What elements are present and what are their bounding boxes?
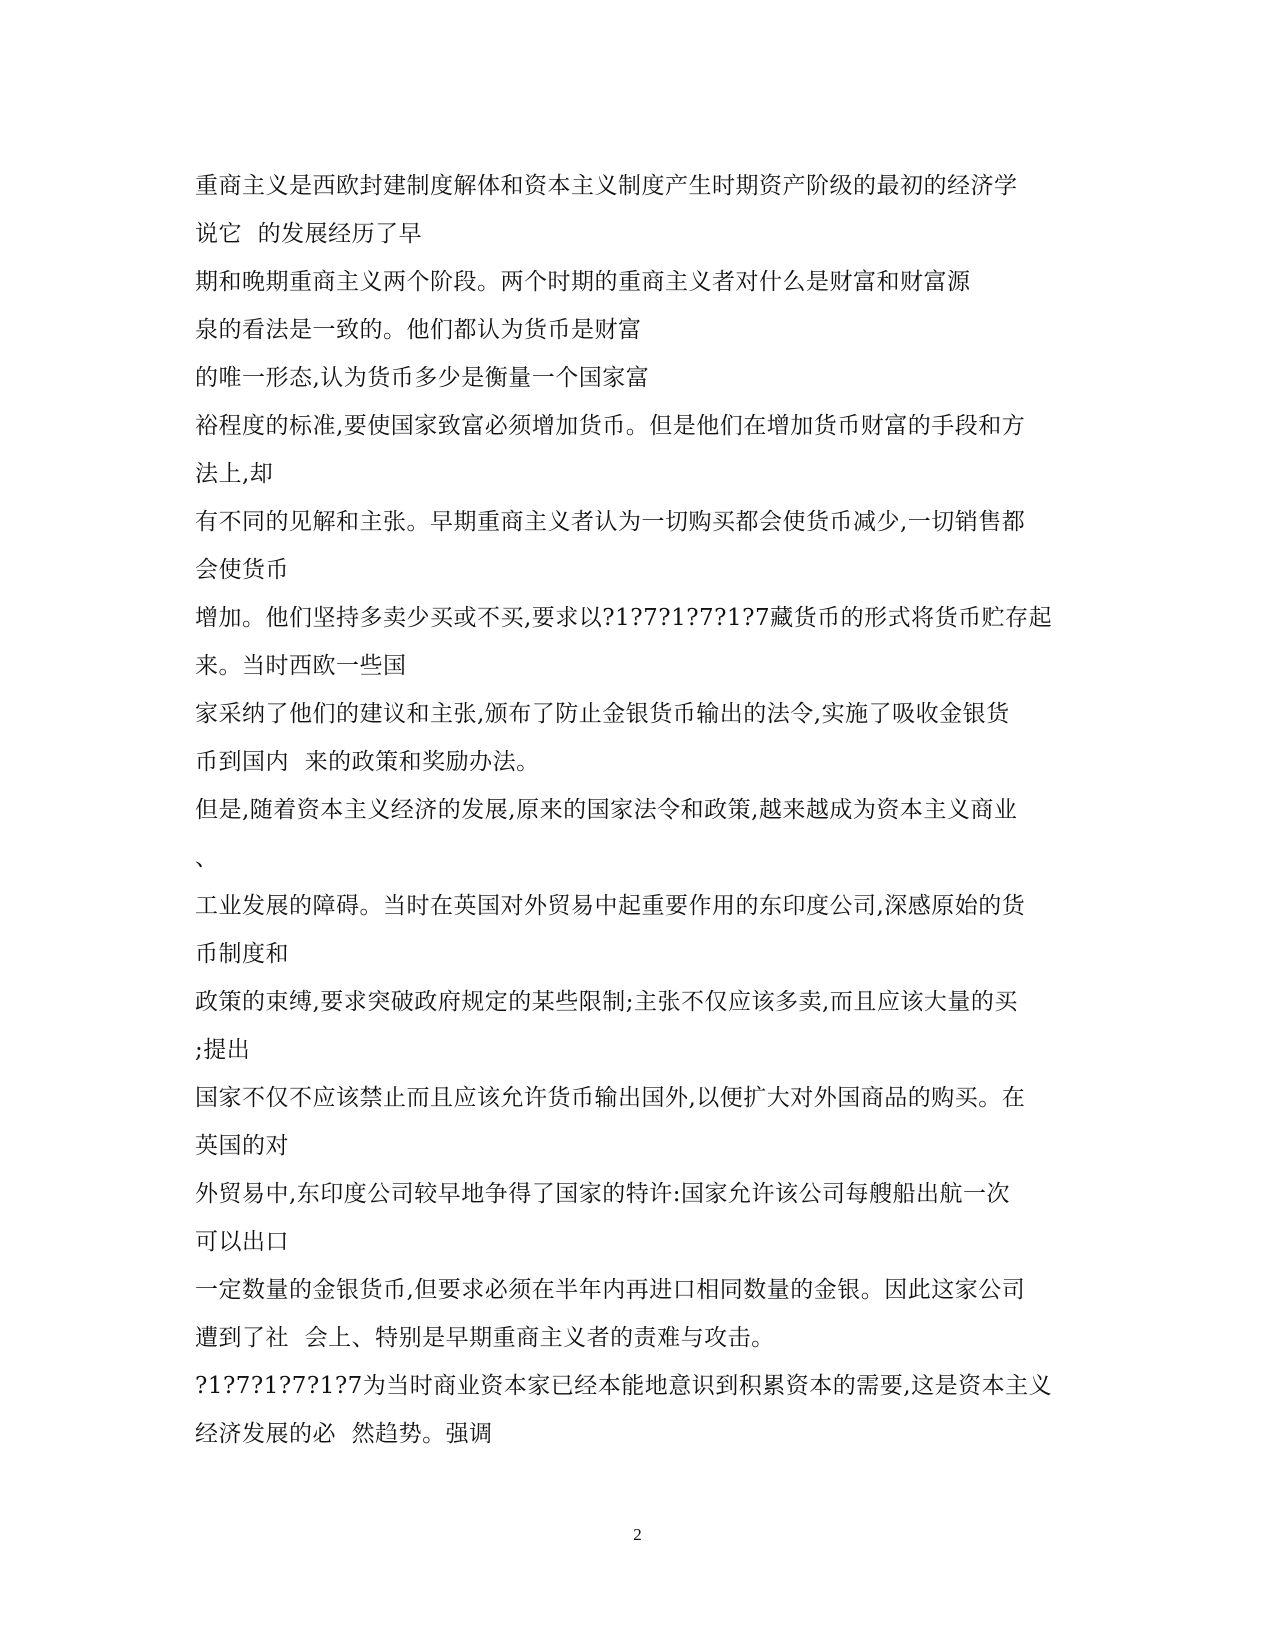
text-line: 增加。他们坚持多卖少买或不买,要求以?1?7?1?7?1?7藏货币的形式将货币贮存起 <box>195 605 1053 631</box>
text-line: 泉的看法是一致的。他们都认为货币是财富 <box>195 317 642 343</box>
text-line: 来。当时西欧一些国 <box>195 653 407 679</box>
page-number: 2 <box>633 1525 642 1544</box>
text-line: 法上,却 <box>195 461 274 487</box>
text-line: 政策的束缚,要求突破政府规定的某些限制;主张不仅应该多卖,而且应该大量的买 <box>195 989 1018 1015</box>
text-line: ;提出 <box>195 1037 251 1063</box>
text-line: 币到国内 来的政策和奖励办法。 <box>195 749 540 775</box>
text-line: 外贸易中,东印度公司较早地争得了国家的特许:国家允许该公司每艘船出航一次 <box>195 1181 1011 1207</box>
text-line: 说它 的发展经历了早 <box>195 221 423 247</box>
body-text <box>195 162 1095 1458</box>
text-line: 裕程度的标准,要使国家致富必须增加货币。但是他们在增加货币财富的手段和方 <box>195 413 1026 439</box>
text-line: 家采纳了他们的建议和主张,颁布了防止金银货币输出的法令,实施了吸收金银货 <box>195 701 1010 727</box>
text-line: 期和晚期重商主义两个阶段。两个时期的重商主义者对什么是财富和财富源 <box>195 269 971 295</box>
text-line: 重商主义是西欧封建制度解体和资本主义制度产生时期资产阶级的最初的经济学 <box>195 173 1018 199</box>
text-line: 币制度和 <box>195 941 289 967</box>
text-line: 经济发展的必 然趋势。强调 <box>195 1421 493 1447</box>
text-line: 、 <box>195 845 219 871</box>
text-line: 英国的对 <box>195 1133 289 1159</box>
text-line: 一定数量的金银货币,但要求必须在半年内再进口相同数量的金银。因此这家公司 <box>195 1277 1026 1303</box>
text-line: 国家不仅不应该禁止而且应该允许货币输出国外,以便扩大对外国商品的购买。在 <box>195 1085 1026 1111</box>
text-line: 可以出口 <box>195 1229 289 1255</box>
text-line: 遭到了社 会上、特别是早期重商主义者的责难与攻击。 <box>195 1325 775 1351</box>
text-line: 会使货币 <box>195 557 289 583</box>
text-line: 的唯一形态,认为货币多少是衡量一个国家富 <box>195 365 650 391</box>
text-line: ?1?7?1?7?1?7为当时商业资本家已经本能地意识到积累资本的需要,这是资本主义 <box>195 1373 1053 1399</box>
text-line: 但是,随着资本主义经济的发展,原来的国家法令和政策,越来越成为资本主义商业 <box>195 797 1018 823</box>
text-line: 工业发展的障碍。当时在英国对外贸易中起重要作用的东印度公司,深感原始的货 <box>195 893 1026 919</box>
text-line: 有不同的见解和主张。早期重商主义者认为一切购买都会使货币减少,一切销售都 <box>195 509 1026 535</box>
